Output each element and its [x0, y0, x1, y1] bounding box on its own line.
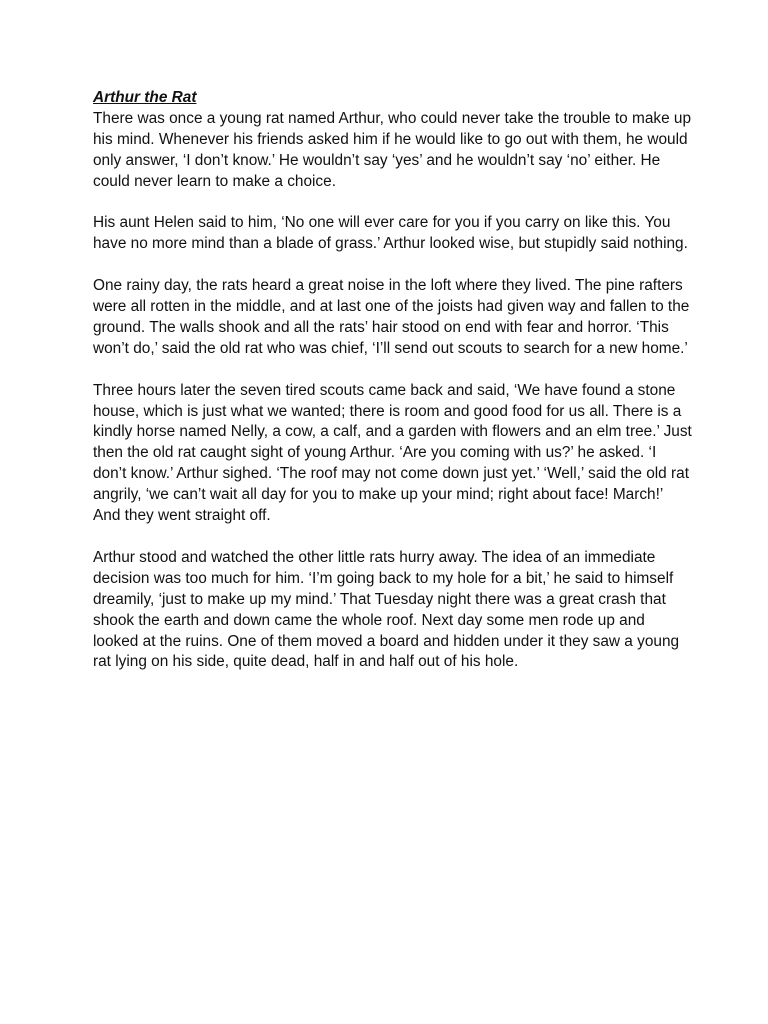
document-title: Arthur the Rat: [93, 89, 197, 106]
paragraph-1: There was once a young rat named Arthur, who could never take the trouble to make up his mind. Whenever his friends asked him if he would like to go out with them, he would only answer, ‘I don’t know.’ He wouldn’t say ‘yes’ and he wouldn’t say ‘no’ either. He could never learn to make a choice.: [93, 109, 692, 190]
document-body: [93, 88, 693, 694]
paragraph-2: His aunt Helen said to him, ‘No one will ever care for you if you carry on like this. You have no more mind than a blade of grass.’ Arthur looked wise, but stupidly said nothing.: [93, 214, 688, 253]
paragraph-3: One rainy day, the rats heard a great noise in the loft where they lived. The pine rafters were all rotten in the middle, and at last one of the joists had given way and fallen to the ground. The walls shook and all the rats’ hair stood on end with fear and horror. ‘This won’t do,’ said the old rat who was chief, ‘I’ll send out scouts to search for a new home.’: [93, 277, 690, 357]
paragraph-4: Three hours later the seven tired scouts came back and said, ‘We have found a stone house, which is just what we wanted; there is room and good food for us all. There is a kindly horse named Nelly, a cow, a calf, and a garden with flowers and an elm tree.’ Just then the old rat caught sight of young Arthur. ‘Are you coming with us?’ he asked. ‘I don’t know.’ Arthur sighed. ‘The roof may not come down just yet.’ ‘Well,’ said the old rat angrily, ‘we can’t wait all day for you to make up your mind; right about face! March!’ And they went straight off.: [93, 381, 692, 525]
paragraph-5: Arthur stood and watched the other little rats hurry away. The idea of an immediate decision was too much for him. ‘I’m going back to my hole for a bit,’ he said to himself dreamily, ‘just to make up my mind.’ That Tuesday night there was a great crash that shook the earth and down came the whole roof. Next day some men rode up and looked at the ruins. One of them moved a board and hidden under it they saw a young rat lying on his side, quite dead, half in and half out of his hole.: [93, 548, 680, 671]
